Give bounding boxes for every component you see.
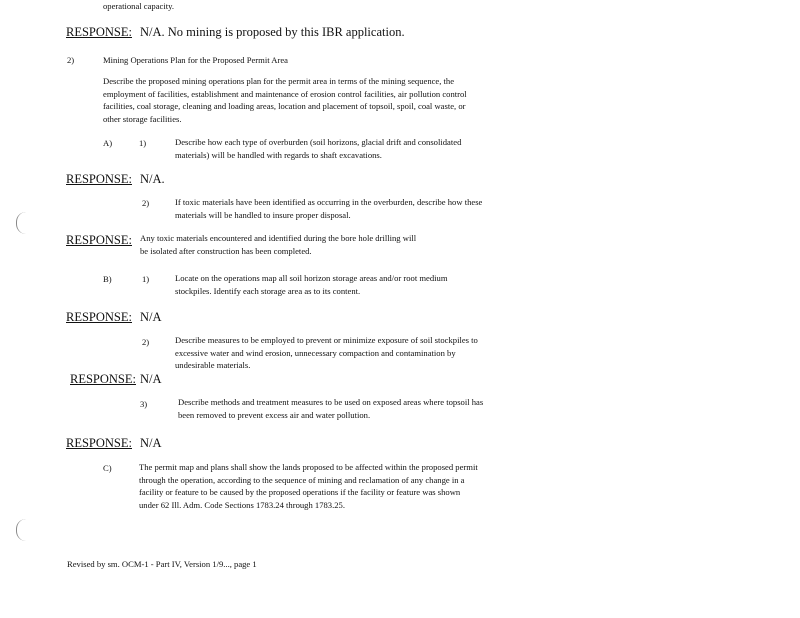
response-label: RESPONSE: — [66, 310, 132, 324]
item-text — [175, 334, 478, 372]
item-line: undesirable materials. — [175, 360, 251, 370]
response-label: RESPONSE: — [66, 172, 132, 186]
paragraph-line: facilities, coal storage, cleaning and loading areas, location and placement of topsoil, spoil, coal waste, or — [103, 101, 466, 111]
response-label: RESPONSE: — [66, 233, 132, 247]
item-line: Locate on the operations map all soil horizon storage areas and/or root medium — [175, 273, 448, 283]
item-letter: B) — [103, 274, 112, 284]
item-line: excessive water and wind erosion, unnecessary compaction and contamination by — [175, 347, 456, 358]
item-line: Describe measures to be employed to prevent or minimize exposure of soil stockpiles to — [175, 335, 478, 345]
paragraph-line: other storage facilities. — [103, 113, 182, 124]
item-line: Describe methods and treatment measures to be used on exposed areas where topsoil has — [178, 397, 484, 407]
item-number: 1) — [139, 138, 147, 148]
binder-hole-mark — [16, 519, 27, 541]
top-fragment-text: operational capacity. — [103, 1, 175, 11]
section-title: Mining Operations Plan for the Proposed Permit Area — [103, 55, 288, 65]
response-text: N/A — [140, 310, 162, 324]
item-number: 3) — [140, 399, 148, 409]
binder-hole-mark — [16, 212, 27, 234]
item-text — [139, 461, 478, 511]
response-line: Any toxic materials encountered and identified during the bore hole drilling will — [140, 233, 417, 243]
item-line: materials will be handled to insure proper disposal. — [175, 209, 351, 220]
section-description — [103, 75, 467, 125]
item-line: under 62 Ill. Adm. Code Sections 1783.24 through 1783.25. — [139, 499, 345, 510]
paragraph-line: Describe the proposed mining operations plan for the permit area in terms of the mining sequence, the — [103, 76, 455, 86]
item-number: 2) — [142, 337, 150, 347]
item-letter: C) — [103, 463, 112, 473]
item-line: materials) will be handled with regards to shaft excavations. — [175, 149, 382, 160]
paragraph-line: employment of facilities, establishment and maintenance of erosion control facilities, air pollution control — [103, 88, 467, 99]
item-number: 2) — [142, 198, 150, 208]
response-text: N/A — [140, 372, 162, 386]
response-text: N/A — [140, 436, 162, 450]
response-text — [140, 232, 416, 257]
item-line: been removed to prevent excess air and water pollution. — [178, 409, 371, 420]
item-text — [178, 396, 483, 421]
item-number: 1) — [142, 274, 150, 284]
item-text — [175, 272, 448, 297]
item-line: stockpiles. Identify each storage area as to its content. — [175, 285, 361, 296]
item-line: The permit map and plans shall show the lands proposed to be affected within the proposed permit — [139, 462, 478, 472]
item-text — [175, 196, 482, 221]
section-number: 2) — [67, 55, 75, 65]
response-line: be isolated after construction has been completed. — [140, 245, 312, 256]
item-line: Describe how each type of overburden (soil horizons, glacial drift and consolidated — [175, 137, 462, 147]
response-label: RESPONSE: — [66, 436, 132, 450]
response-label: RESPONSE: — [70, 372, 136, 386]
response-text: N/A. — [140, 172, 165, 186]
item-letter: A) — [103, 138, 113, 148]
response-text: N/A. No mining is proposed by this IBR application. — [140, 25, 405, 39]
page-footer: Revised by sm. OCM-1 - Part IV, Version 1/9..., page 1 — [67, 559, 257, 569]
item-line: facility or feature to be caused by the proposed operations if the facility or feature was shown — [139, 487, 461, 497]
item-line: If toxic materials have been identified as occurring in the overburden, describe how these — [175, 197, 483, 207]
item-text — [175, 136, 461, 161]
item-line: through the operation, according to the sequence of mining and reclamation of any change in a — [139, 474, 465, 485]
response-label: RESPONSE: — [66, 25, 132, 39]
